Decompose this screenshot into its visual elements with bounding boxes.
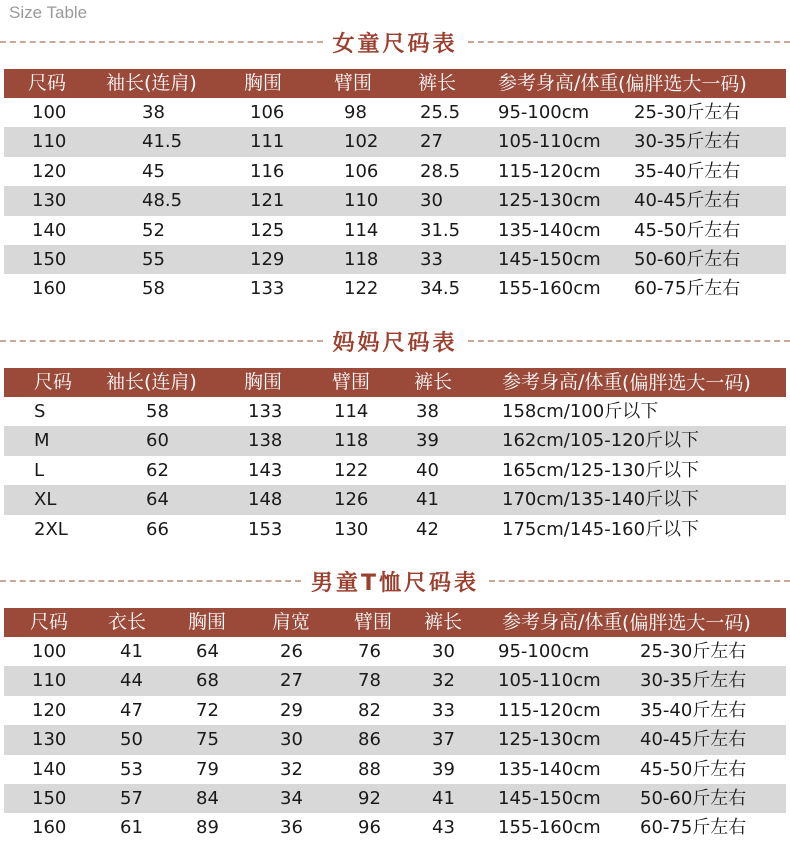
table-row [4,245,786,274]
table-cell: 26 [280,641,303,662]
header-cell: 臂围 [354,611,393,633]
table-row [4,637,786,666]
table-cell: M [34,430,50,452]
table-cell: 148 [248,489,283,511]
table-cell: 39 [416,430,439,452]
boys-tshirt-size-section-title [0,566,790,596]
table-cell: 66 [146,518,169,540]
table-cell: 27 [280,670,303,692]
table-cell: L [34,459,45,481]
table-cell: 29 [280,699,303,721]
header-cell: (偏胖选大一码) [622,612,751,634]
table-row [4,784,786,813]
table-cell: 135-140cm [498,219,601,241]
header-cell: 参考身高/体重 [498,72,619,94]
table-cell: 120 [32,699,67,721]
table-cell: XL [34,489,57,511]
header-cell: 袖长(连肩) [106,371,197,393]
mom-size-section-title [0,326,790,356]
table-cell: 115-120cm [498,160,601,182]
table-cell: 39 [432,758,455,780]
table-row [4,666,786,695]
table-cell: 78 [358,670,381,692]
table-cell: 36 [280,817,303,839]
table-cell: 43 [432,817,455,839]
table-cell: 96 [358,817,381,839]
dashed-divider [489,580,790,582]
table-header-row [4,69,786,98]
table-cell: 38 [416,401,439,422]
table-cell: 100 [32,102,67,123]
table-cell: 42 [416,518,439,540]
table-cell: 48.5 [142,190,183,212]
table-cell: 130 [334,518,369,540]
table-cell: 102 [344,131,379,153]
header-cell: 臂围 [334,72,373,94]
table-cell: 53 [120,758,143,780]
table-row [4,216,786,245]
table-cell: 76 [358,641,381,662]
table-row [4,157,786,186]
header-cell: 衣长 [108,611,147,633]
table-cell: 28.5 [420,160,461,182]
table-cell: 89 [196,817,219,839]
table-cell: 34.5 [420,278,461,300]
table-cell: 130 [32,190,67,212]
table-cell: 162cm/105-120斤以下 [502,430,700,452]
table-cell: 133 [248,401,283,422]
table-cell: 55 [142,248,165,270]
table-cell: 25-30斤左右 [634,102,741,123]
table-row [4,98,786,127]
table-row [4,456,786,485]
table-cell: 2XL [34,518,68,540]
table-cell: 35-40斤左右 [640,699,747,721]
table-cell: 170cm/135-140斤以下 [502,489,700,511]
table-cell: 105-110cm [498,131,601,153]
table-row [4,515,786,544]
table-cell: 30 [432,641,455,662]
table-cell: 34 [280,787,303,809]
size-table-label: Size Table [9,3,88,22]
table-cell: 160 [32,278,67,300]
table-cell: 95-100cm [498,102,590,123]
table-cell: 150 [32,787,67,809]
table-cell: 62 [146,459,169,481]
header-cell: 尺码 [28,72,67,94]
table-row [4,696,786,725]
table-cell: 60 [146,430,169,452]
table-cell: 115-120cm [498,699,601,721]
table-cell: 44 [120,670,143,692]
table-cell: 30-35斤左右 [634,131,741,153]
table-row [4,813,786,842]
table-cell: 60-75斤左右 [634,278,741,300]
table-cell: 25.5 [420,102,461,123]
table-row [4,127,786,156]
table-cell: 140 [32,758,67,780]
table-cell: 155-160cm [498,278,601,300]
dashed-divider [468,340,790,342]
table-cell: 110 [32,131,67,153]
table-cell: 58 [146,401,169,422]
header-cell: 尺码 [34,371,73,393]
table-cell: 52 [142,219,165,241]
table-cell: 125 [250,219,285,241]
table-cell: 37 [432,729,455,751]
table-cell: 175cm/145-160斤以下 [502,518,700,540]
table-cell: 64 [146,489,169,511]
table-cell: 110 [344,190,379,212]
table-cell: 47 [120,699,143,721]
table-cell: 30-35斤左右 [640,670,747,692]
table-cell: 64 [196,641,219,662]
table-cell: 79 [196,758,219,780]
header-cell: 裤长 [418,72,457,94]
table-cell: 160 [32,817,67,839]
table-cell: 72 [196,699,219,721]
header-cell: 胸围 [188,611,227,633]
table-cell: 145-150cm [498,787,601,809]
table-cell: 50-60斤左右 [640,787,747,809]
header-cell: 臂围 [332,371,371,393]
table-cell: 40-45斤左右 [640,729,747,751]
table-cell: 50-60斤左右 [634,248,741,270]
table-cell: 30 [280,729,303,751]
header-cell: 肩宽 [272,611,311,633]
table-cell: 135-140cm [498,758,601,780]
table-cell: 61 [120,817,143,839]
table-cell: 140 [32,219,67,241]
table-cell: 30 [420,190,443,212]
table-cell: 50 [120,729,143,751]
table-cell: 125-130cm [498,190,601,212]
table-row [4,755,786,784]
header-cell: 袖长(连肩) [106,72,197,94]
table-cell: 158cm/100斤以下 [502,401,659,422]
section-title-text: 男童T恤尺码表 [311,570,480,596]
section-title-text: 女童尺码表 [332,31,458,57]
table-cell: 33 [432,699,455,721]
table-cell: 118 [344,248,379,270]
girls-size-table [4,69,786,304]
table-cell: 38 [142,102,165,123]
header-cell: (偏胖选大一码) [618,73,747,95]
table-cell: 45-50斤左右 [640,758,747,780]
header-cell: 尺码 [30,611,69,633]
table-cell: 150 [32,248,67,270]
table-cell: 27 [420,131,443,153]
dashed-divider [468,41,790,43]
table-cell: 105-110cm [498,670,601,692]
table-cell: 84 [196,787,219,809]
table-cell: 155-160cm [498,817,601,839]
table-cell: 41.5 [142,131,183,153]
table-cell: 41 [432,787,455,809]
table-cell: 41 [416,489,439,511]
table-header-row [4,608,786,637]
table-cell: 111 [250,131,285,153]
table-cell: 60-75斤左右 [640,817,747,839]
table-cell: 68 [196,670,219,692]
header-cell: 胸围 [244,371,283,393]
header-cell: 裤长 [414,371,453,393]
table-cell: 32 [432,670,455,692]
boys-tshirt-size-table [4,608,786,843]
header-cell: 参考身高/体重 [502,371,623,393]
table-cell: 98 [344,102,367,123]
table-cell: 95-100cm [498,641,590,662]
header-cell: 胸围 [244,72,283,94]
table-cell: 122 [344,278,379,300]
table-cell: 125-130cm [498,729,601,751]
table-cell: 165cm/125-130斤以下 [502,459,700,481]
table-cell: 130 [32,729,67,751]
table-cell: S [34,401,46,422]
section-title-text: 妈妈尺码表 [332,330,458,356]
table-cell: 88 [358,758,381,780]
table-header-row [4,368,786,397]
dashed-divider [0,580,301,582]
table-cell: 33 [420,248,443,270]
table-row [4,485,786,514]
table-cell: 58 [142,278,165,300]
girls-size-section-title [0,27,790,57]
dashed-divider [0,41,323,43]
table-cell: 116 [250,160,285,182]
table-cell: 120 [32,160,67,182]
table-cell: 145-150cm [498,248,601,270]
table-cell: 138 [248,430,283,452]
table-cell: 35-40斤左右 [634,160,741,182]
table-row [4,426,786,455]
table-cell: 86 [358,729,381,751]
mom-size-table [4,368,786,544]
table-cell: 110 [32,670,67,692]
table-cell: 82 [358,699,381,721]
table-cell: 45-50斤左右 [634,219,741,241]
table-row [4,274,786,303]
dashed-divider [0,340,323,342]
table-cell: 92 [358,787,381,809]
table-cell: 57 [120,787,143,809]
table-cell: 129 [250,248,285,270]
table-row [4,186,786,215]
table-row [4,397,786,426]
table-cell: 100 [32,641,67,662]
table-cell: 106 [250,102,285,123]
table-cell: 153 [248,518,283,540]
table-cell: 106 [344,160,379,182]
table-cell: 75 [196,729,219,751]
header-cell: 裤长 [424,611,463,633]
table-cell: 41 [120,641,143,662]
table-cell: 25-30斤左右 [640,641,747,662]
table-cell: 31.5 [420,219,461,241]
header-cell: (偏胖选大一码) [622,372,751,394]
table-cell: 126 [334,489,369,511]
table-row [4,725,786,754]
table-cell: 121 [250,190,285,212]
table-cell: 143 [248,459,283,481]
table-cell: 133 [250,278,285,300]
table-cell: 40-45斤左右 [634,190,741,212]
table-cell: 114 [344,219,379,241]
table-cell: 45 [142,160,165,182]
table-cell: 32 [280,758,303,780]
header-cell: 参考身高/体重 [502,611,623,633]
table-cell: 122 [334,459,369,481]
table-cell: 114 [334,401,369,422]
table-cell: 40 [416,459,439,481]
table-cell: 118 [334,430,369,452]
